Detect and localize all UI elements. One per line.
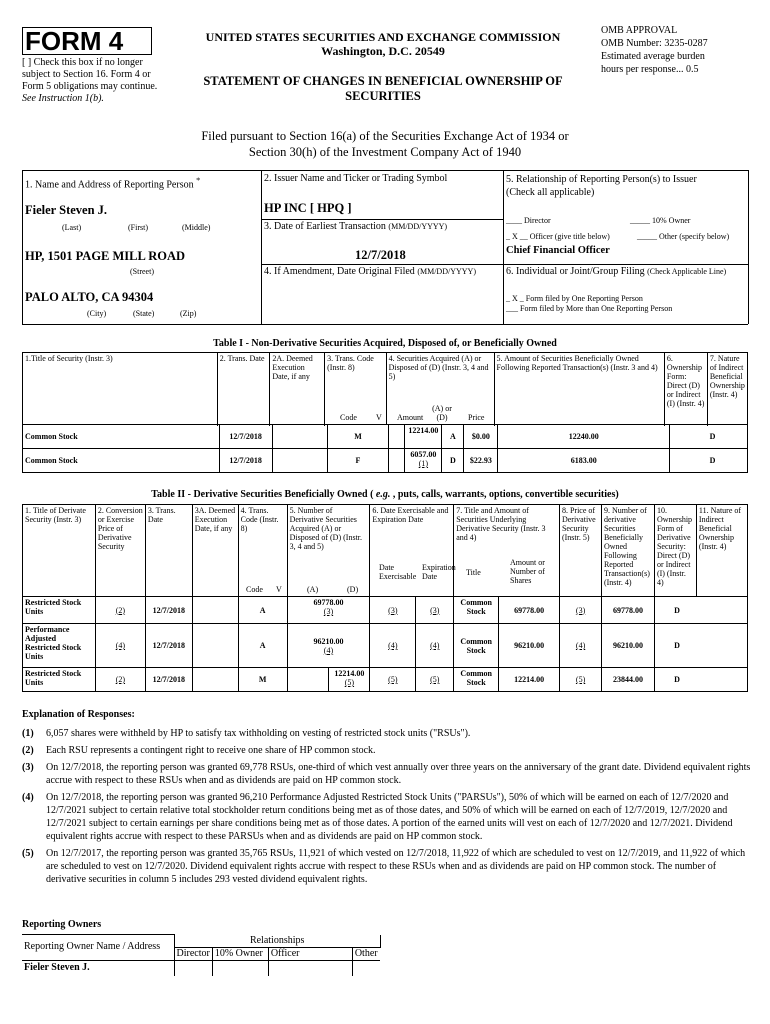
t2-r2-ex[interactable]: (5) — [388, 675, 398, 684]
filed-line-2: Section 30(h) of the Investment Company Act of 1940 — [248, 145, 522, 159]
t1-sub-amount: Amount — [397, 413, 424, 422]
street-value: HP, 1501 PAGE MILL ROAD — [25, 249, 186, 263]
t2-r1-owned: 96210.00 — [602, 624, 655, 668]
rel-label-2: (Check all applicable) — [506, 187, 595, 198]
reporting-name: Fieler Steven J. — [25, 203, 108, 217]
t2-r2-form: D — [654, 668, 747, 692]
t2-sub-v: V — [276, 585, 282, 594]
t1-h-acquired: 4. Securities Acquired (A) or Disposed of (D) (Instr. 3, 4 and 5) — [386, 353, 494, 425]
officer-check[interactable]: _ X __ Officer (give title below) — [506, 232, 610, 241]
last-label: (Last) — [62, 223, 82, 232]
t2-h-form: 10. Ownership Form of Derivative Security: Direct (D) or Indirect (I) (Instr. 4) — [654, 505, 696, 597]
owners-col-ten: 10% Owner — [212, 947, 268, 960]
t2-h-nature: 11. Nature of Indirect Beneficial Ownership (Instr. 4) — [696, 505, 747, 597]
t1-r0-price: $0.00 — [464, 425, 498, 449]
state-label: (State) — [133, 309, 155, 318]
t2-h-date: 3. Trans. Date — [145, 505, 192, 597]
table-row — [23, 624, 748, 668]
t2-r2-exp[interactable]: (5) — [430, 675, 440, 684]
table-row — [23, 597, 748, 624]
issuer-label — [264, 173, 447, 184]
rel-label-1: 5. Relationship of Reporting Person(s) to Issuer — [506, 174, 697, 185]
t2-sub-code: Code — [246, 585, 263, 594]
t2-r0-und: Common Stock — [454, 597, 499, 624]
t2-r1-form: D — [654, 624, 747, 668]
t1-sub-code: Code — [340, 413, 357, 422]
t2-r1-conv[interactable]: (4) — [115, 641, 126, 650]
t2-r1-date: 12/7/2018 — [145, 624, 192, 668]
date-label-text: 3. Date of Earliest Transaction — [264, 221, 386, 232]
commission-name: UNITED STATES SECURITIES AND EXCHANGE COMMISSION — [205, 30, 561, 44]
fn-text: On 12/7/2017, the reporting person was granted 35,765 RSUs, 11,921 of which vested on 12/7/2018, 11,922 of which are scheduled to vest on 12/7/2019, and 11,922 of which are scheduled to vest on 12/7/2020. Dividend equivalent rights accrue with respect to these RSUs when and as dividends are paid on HP common stock. The number of derivative securities in column 5 includes 293 vested dividend equivalent rights. — [46, 848, 746, 885]
t1-r0-deemed — [272, 425, 327, 449]
omb-number: OMB Number: 3235-0287 — [601, 38, 708, 49]
t1-r1-fn[interactable]: (1) — [418, 459, 429, 468]
ten-pct-check[interactable]: _____ 10% Owner — [630, 216, 691, 225]
t1-h-deemed: 2A. Deemed Execution Date, if any — [270, 353, 325, 425]
table1-title: Table I - Non-Derivative Securities Acquired, Disposed of, or Beneficially Owned — [213, 338, 557, 349]
t1-r1-v — [389, 449, 405, 473]
owners-col-officer: Officer — [268, 947, 352, 960]
t2-r2-price[interactable]: (5) — [575, 675, 586, 684]
t2-r0-shares: 69778.00 — [499, 597, 560, 624]
issuer-label-text: 2. Issuer Name and Ticker or Trading Symbol — [264, 173, 448, 184]
relationship-label — [506, 173, 746, 199]
t2-r2-owned: 23844.00 — [602, 668, 655, 692]
t1-r0-form: D — [670, 425, 748, 449]
table1-body — [22, 424, 748, 473]
filing-note: (Check Applicable Line) — [647, 267, 727, 276]
t2-r1-shares: 96210.00 — [499, 624, 560, 668]
fn-text: Each RSU represents a contingent right to receive one share of HP common stock. — [46, 745, 376, 756]
filed-pursuant — [150, 128, 620, 160]
t2-r2-dfn[interactable]: (5) — [344, 678, 355, 687]
form-title: FORM 4 — [22, 27, 152, 55]
t1-sub-price: Price — [468, 413, 485, 422]
t1-h-form: 6. Ownership Form: Direct (D) or Indirect (I) (Instr. 4) — [664, 353, 707, 425]
omb-approval — [601, 24, 761, 76]
middle-label: (Middle) — [182, 223, 211, 232]
t2-h-price: 8. Price of Derivative Security (Instr. 5) — [559, 505, 601, 597]
owners-title: Reporting Owners — [22, 919, 102, 930]
t2-h-owned: 9. Number of derivative Securities Beneficially Owned Following Reported Transaction(s) (Instr. 4) — [601, 505, 654, 597]
table2 — [22, 504, 748, 597]
t2-sub-dateex: Date Exercisable — [379, 563, 417, 581]
t2-r0-a: 69778.00 — [313, 598, 344, 607]
t2-r1-deemed — [192, 624, 238, 668]
omb-hours: hours per response... 0.5 — [601, 64, 699, 75]
reporting-name-label — [25, 176, 200, 190]
t1-r1-code: F — [327, 449, 389, 473]
earliest-date: 12/7/2018 — [355, 248, 406, 262]
t1-r1-date: 12/7/2018 — [219, 449, 272, 473]
t2-h-title: 1. Title of Derivate Security (Instr. 3) — [23, 505, 96, 597]
t2-r1-price[interactable]: (4) — [575, 641, 586, 650]
t2-h-code: 4. Trans. Code (Instr. 8) — [238, 505, 287, 597]
fn-number: (2) — [22, 745, 34, 756]
t2-r2-d-cell — [329, 668, 370, 692]
table-row — [23, 449, 748, 473]
t1-r0-amount: 12214.00 — [405, 425, 442, 449]
t2-r0-owned: 69778.00 — [602, 597, 655, 624]
t2-r2-title: Restricted Stock Units — [23, 668, 96, 692]
instruction-text: See Instruction 1(b). — [22, 93, 104, 104]
t2-r0-a-cell — [287, 597, 370, 624]
t2-sub-d: (D) — [347, 585, 359, 594]
t2-r2-conv[interactable]: (2) — [115, 675, 126, 684]
t2-r2-date: 12/7/2018 — [145, 668, 192, 692]
table1 — [22, 352, 748, 425]
t2-r2-a — [287, 668, 329, 692]
owners-relationships: Relationships — [174, 935, 380, 948]
fn-number: (4) — [22, 792, 34, 803]
other-check[interactable]: _____ Other (specify below) — [637, 232, 730, 241]
t1-sub-aord: (A) or (D) — [432, 404, 452, 422]
t2-r2-deemed — [192, 668, 238, 692]
t2-h-conv: 2. Conversion or Exercise Price of Derivative Security — [95, 505, 145, 597]
t1-r1-owned: 6183.00 — [498, 449, 670, 473]
t2-r2-und: Common Stock — [454, 668, 499, 692]
footnote — [22, 744, 752, 757]
t2-r1-title: Performance Adjusted Restricted Stock Units — [23, 624, 96, 668]
t2-sub-amt: Amount or Number of Shares — [510, 558, 545, 585]
table2-body — [22, 596, 748, 692]
t1-h-nature: 7. Nature of Indirect Beneficial Ownership (Instr. 4) — [707, 353, 747, 425]
checkbox-notice — [22, 57, 172, 105]
fn-text: On 12/7/2018, the reporting person was granted 96,210 Performance Adjusted Restricted Stock Units ("PARSUs"), 50% of which will be earned on each of 12/7/2020 and 12/7/2021 subject to certain relative total stockholder return conditions being met as of those dates, and 50% of which will be earned on each of 12/7/2019, 12/7/2020 and 12/7/2021 subject to certain earnings per share conditions being met as of those dates. A portion of the earned units will vest on each of 12/7/2020 and 12/7/2021. Dividend equivalent rights accrue with respect to these PARSUs when and as dividends are paid on HP common stock. — [46, 792, 733, 842]
filing-label — [506, 266, 726, 277]
owners-col-other: Other — [352, 947, 380, 960]
explanation-title: Explanation of Responses: — [22, 709, 135, 720]
amend-label-text: 4. If Amendment, Date Original Filed — [264, 266, 415, 277]
owners-col-name: Reporting Owner Name / Address — [22, 935, 174, 961]
t2-sub-title: Title — [466, 568, 481, 577]
t2-r0-deemed — [192, 597, 238, 624]
issuer-value: HP INC [ HPQ ] — [264, 201, 352, 215]
owners-col-director: Director — [174, 947, 212, 960]
t2-r0-exp[interactable]: (3) — [430, 605, 440, 615]
star-mark: * — [196, 176, 201, 185]
filing-label-text: 6. Individual or Joint/Group Filing — [506, 266, 645, 277]
statement-title: STATEMENT OF CHANGES IN BENEFICIAL OWNERSHIP OF SECURITIES — [203, 74, 563, 103]
date-label — [264, 221, 447, 232]
t1-r1-form: D — [670, 449, 748, 473]
filing-one[interactable]: _ X _ Form filed by One Reporting Person — [506, 294, 643, 303]
t2-r0-conv[interactable]: (2) — [115, 605, 126, 615]
owners-table — [22, 934, 381, 976]
t2-title-eg: e.g. — [375, 489, 391, 500]
t2-r1-a-cell — [287, 624, 370, 668]
footnote — [22, 847, 752, 886]
table2-title — [22, 489, 748, 500]
commission-location: Washington, D.C. 20549 — [321, 44, 445, 58]
commission-title — [178, 30, 588, 58]
t1-h-date: 2. Trans. Date — [217, 353, 270, 425]
t2-r0-date: 12/7/2018 — [145, 597, 192, 624]
fn-number: (1) — [22, 728, 34, 739]
t2-r0-afn[interactable]: (3) — [323, 607, 334, 616]
city-value: PALO ALTO, CA 94304 — [25, 290, 154, 304]
t2-r0-ex[interactable]: (3) — [388, 605, 398, 615]
t1-sub-v: V — [376, 413, 382, 422]
first-label: (First) — [128, 223, 148, 232]
omb-burden: Estimated average burden — [601, 51, 705, 62]
t2-r0-code: A — [238, 597, 287, 624]
owners-name: Fieler Steven J. — [22, 960, 174, 976]
checkbox-text[interactable]: [ ] Check this box if no longer subject to Section 16. Form 4 or Form 5 obligations may continue. — [22, 57, 158, 92]
amend-label — [264, 266, 476, 277]
t2-h-deemed: 3A. Deemed Execution Date, if any — [192, 505, 238, 597]
street-label: (Street) — [130, 267, 154, 276]
t2-r1-ex[interactable]: (4) — [388, 641, 398, 650]
t2-r1-exp[interactable]: (4) — [430, 641, 440, 650]
t2-title-post: , puts, calls, warrants, options, convertible securities) — [392, 489, 619, 500]
t1-r1-price: $22.93 — [464, 449, 498, 473]
t1-r1-amount: 6057.00 — [410, 450, 437, 459]
fn-text: On 12/7/2018, the reporting person was granted 69,778 RSUs, one-third of which vest annually over three years on the anniversary of the grant date. Dividend equivalent rights accrue with respect to these RSUs when and as dividends are paid on HP common stock. — [46, 762, 751, 786]
t1-r1-title: Common Stock — [23, 449, 220, 473]
t2-title-pre: Table II - Derivative Securities Beneficially Owned ( — [151, 489, 374, 500]
t1-r1-deemed — [272, 449, 327, 473]
amend-format: (MM/DD/YYYY) — [417, 267, 476, 276]
t2-r1-afn[interactable]: (4) — [323, 645, 334, 655]
t2-sub-exp: Expiration Date — [422, 563, 456, 581]
omb-label: OMB APPROVAL — [601, 25, 678, 36]
fn-number: (5) — [22, 848, 34, 859]
footnote — [22, 761, 752, 787]
filing-more[interactable]: ___ Form filed by More than One Reporting Person — [506, 304, 673, 313]
t2-r1-und: Common Stock — [454, 624, 499, 668]
table-row — [23, 425, 748, 449]
date-format: (MM/DD/YYYY) — [388, 222, 448, 231]
t2-r2-d: 12214.00 — [334, 669, 365, 678]
t1-r0-owned: 12240.00 — [498, 425, 670, 449]
fn-number: (3) — [22, 762, 34, 773]
t1-r0-code: M — [327, 425, 389, 449]
t1-h-title: 1.Title of Security (Instr. 3) — [23, 353, 218, 425]
t1-r0-title: Common Stock — [23, 425, 220, 449]
footnote — [22, 791, 752, 843]
filed-line-1: Filed pursuant to Section 16(a) of the Securities Exchange Act of 1934 or — [201, 129, 569, 143]
t2-r0-price[interactable]: (3) — [575, 605, 586, 615]
t2-h-number: 5. Number of Derivative Securities Acquired (A) or Disposed of (D) (Instr. 3, 4 and 5) — [287, 505, 370, 597]
table-row — [23, 668, 748, 692]
t2-r1-code: A — [238, 624, 287, 668]
city-label: (City) — [87, 309, 107, 318]
t2-r2-code: M — [238, 668, 287, 692]
t2-r1-a: 96210.00 — [313, 636, 344, 646]
t1-r0-aord: A — [442, 425, 464, 449]
t1-h-owned: 5. Amount of Securities Beneficially Owned Following Reported Transaction(s) (Instr. 3 and 4) — [494, 353, 664, 425]
t1-r0-date: 12/7/2018 — [219, 425, 272, 449]
t1-r1-aord: D — [442, 449, 464, 473]
t2-h-exercisable: 6. Date Exercisable and Expiration Date — [370, 505, 454, 597]
t2-r0-form: D — [654, 597, 747, 624]
officer-title: Chief Financial Officer — [506, 245, 610, 256]
t1-r0-v — [389, 425, 405, 449]
footnote — [22, 727, 752, 740]
director-check[interactable]: ____ Director — [506, 216, 551, 225]
explanation — [22, 708, 752, 890]
t1-r1-amount-cell — [405, 449, 442, 473]
fn-text: 6,057 shares were withheld by HP to satisfy tax withholding on vesting of restricted stock units ("RSUs"). — [46, 728, 471, 739]
t2-r0-title: Restricted Stock Units — [23, 597, 96, 624]
name-label-text: 1. Name and Address of Reporting Person — [25, 179, 194, 191]
t2-h-underlying: 7. Title and Amount of Securities Underlying Derivative Security (Instr. 3 and 4) — [454, 505, 560, 597]
t1-h-code: 3. Trans. Code (Instr. 8) — [325, 353, 386, 425]
t2-sub-a: (A) — [307, 585, 319, 594]
t2-r2-shares: 12214.00 — [499, 668, 560, 692]
zip-label: (Zip) — [180, 309, 197, 318]
